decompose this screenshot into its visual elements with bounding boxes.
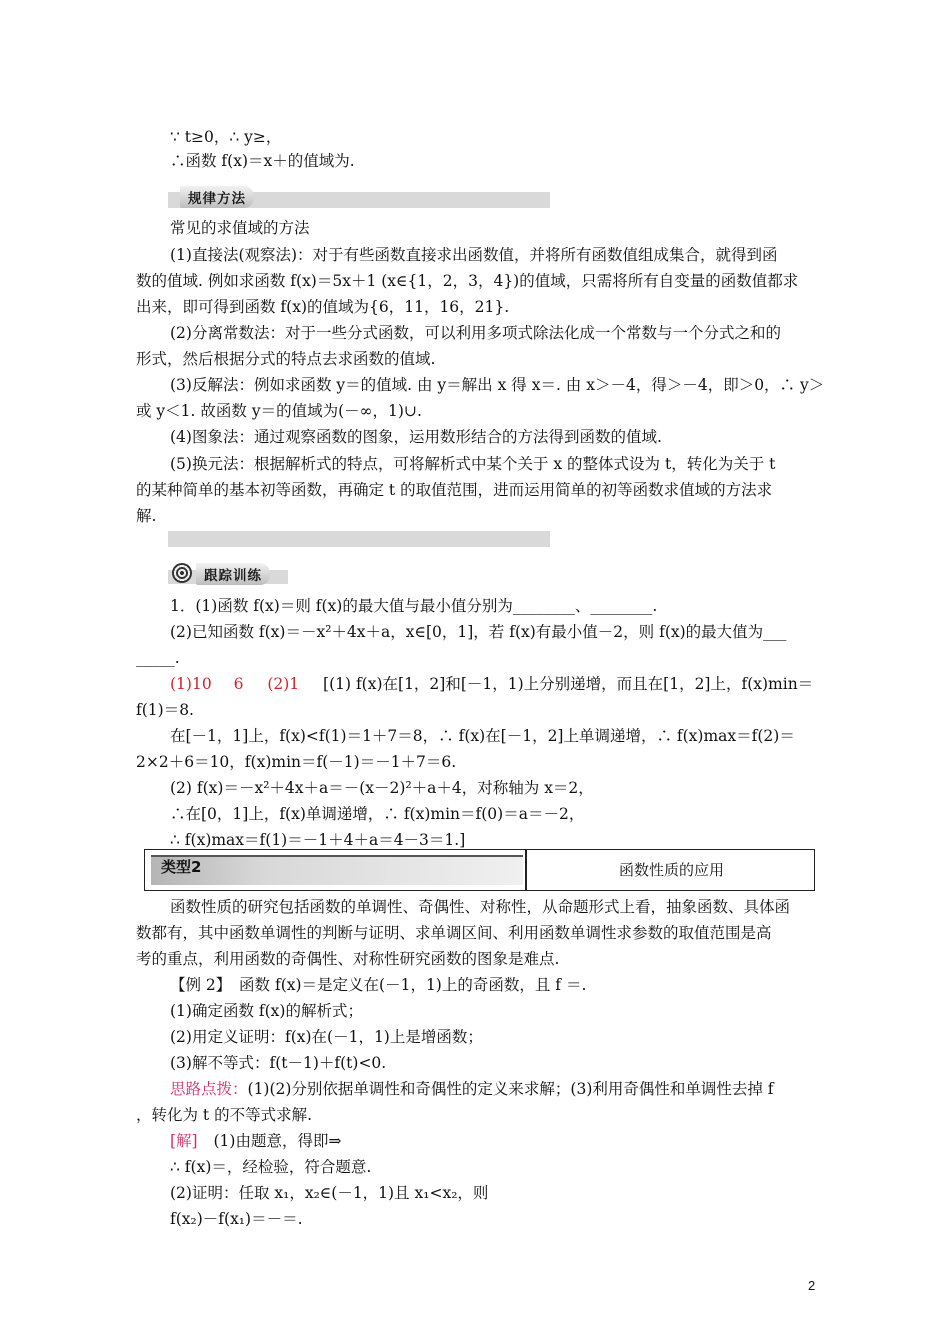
text-line: (1)确定函数 f(x)的解析式； xyxy=(170,1002,363,1020)
text-line: _____. xyxy=(136,649,180,667)
text-line: 数的值域. 例如求函数 f(x)＝5x＋1 (x∈{1，2，3，4})的值域，只需将所有自变量的函数值都求 xyxy=(136,272,799,290)
text-line: 解. xyxy=(136,507,157,525)
example-title: 【例 2】 函数 f(x)＝是定义在(－1，1)上的奇函数，且 f ＝. xyxy=(170,976,587,994)
solution-text: (1)由题意，得即⇒ xyxy=(213,1132,342,1150)
method-badge: 规律方法 xyxy=(180,186,254,208)
text-line: 出来，即可得到函数 f(x)的值域为{6，11，16，21}. xyxy=(136,298,510,316)
answer-value: (1)10 xyxy=(170,675,212,693)
text-line: 函数性质的研究包括函数的单调性、奇偶性、对称性，从命题形式上看，抽象函数、具体函 xyxy=(170,898,791,916)
text-line: (3)反解法：例如求函数 y＝的值域. 由 y＝解出 x 得 x＝. 由 x＞－4，得＞－4，即＞0，∴ y＞ xyxy=(170,376,825,394)
method-banner-end xyxy=(168,531,550,547)
text-line: f(1)＝8. xyxy=(136,701,194,719)
text-line: 1．(1)函数 f(x)＝则 f(x)的最大值与最小值分别为________、________. xyxy=(170,597,658,615)
text-line: (2)已知函数 f(x)＝－x²＋4x＋a，x∈[0，1]，若 f(x)有最小值－2，则 f(x)的最大值为___ xyxy=(170,623,787,641)
solution-label: [解] xyxy=(170,1132,198,1150)
text-line: 数都有，其中函数单调性的判断与证明、求单调区间、利用函数单调性求参数的取值范围是高 xyxy=(136,924,772,942)
answer-value: (2)1 xyxy=(267,675,300,693)
text-line: ∴ f(x)max＝f(1)＝－1＋4＋a＝4－3＝1.] xyxy=(170,831,466,849)
answer-line xyxy=(170,674,813,694)
text-line: 在[－1，1]上，f(x)<f(1)＝1＋7＝8，∴ f(x)在[－1，2]上单调递增，∴ f(x)max＝f(2)＝ xyxy=(170,727,795,745)
text-line: ，转化为 t 的不等式求解. xyxy=(136,1106,313,1124)
text-line: (2)证明：任取 x₁，x₂∈(－1，1)且 x₁<x₂，则 xyxy=(170,1184,489,1202)
hint-text: (1)(2)分别依据单调性和奇偶性的定义来求解；(3)利用奇偶性和单调性去掉 f xyxy=(247,1080,774,1098)
text-line: (2) f(x)＝－x²＋4x＋a＝－(x－2)²＋a＋4，对称轴为 x＝2， xyxy=(170,779,594,797)
text-line: (2)用定义证明：f(x)在(－1，1)上是增函数； xyxy=(170,1028,483,1046)
answer-value: 6 xyxy=(233,675,244,693)
hint-label: 思路点拨： xyxy=(170,1080,248,1098)
text-line: (4)图象法：通过观察函数的图象，运用数形结合的方法得到函数的值域. xyxy=(170,428,662,446)
text-line: (2)分离常数法：对于一些分式函数，可以利用多项式除法化成一个常数与一个分式之和的 xyxy=(170,324,781,342)
type-header-box xyxy=(144,849,815,891)
text-line: 考的重点，利用函数的奇偶性、对称性研究函数的图象是难点. xyxy=(136,950,560,968)
text-line: ∴ f(x)＝，经检验，符合题意. xyxy=(170,1158,372,1176)
page-number: 2 xyxy=(808,1278,816,1293)
target-icon xyxy=(172,563,192,583)
type-label: 类型2 xyxy=(161,858,202,876)
text-line: (3)解不等式：f(t－1)＋f(t)<0. xyxy=(170,1054,387,1072)
text-line: f(x₂)－f(x₁)＝－＝. xyxy=(170,1210,303,1228)
text-line: 2×2＋6＝10，f(x)min＝f(－1)＝－1＋7＝6. xyxy=(136,753,457,771)
type-label-band xyxy=(151,855,523,885)
text-line: 或 y＜1. 故函数 y＝的值域为(－∞，1)∪. xyxy=(136,402,422,420)
text-line: (5)换元法：根据解析式的特点，可将解析式中某个关于 x 的整体式设为 t，转化为关于 t xyxy=(170,455,776,473)
text-line: (1)直接法(观察法)：对于有些函数直接求出函数值，并将所有函数值组成集合，就得到函 xyxy=(170,246,778,264)
solution-text: [(1) f(x)在[1，2]和[－1，1)上分别递增，而且在[1，2]上，f(x)min＝ xyxy=(323,675,814,693)
practice-badge: 跟踪训练 xyxy=(196,563,270,585)
text-line: ∵ t≥0，∴ y≥， xyxy=(170,128,282,146)
solution-line xyxy=(170,1131,341,1151)
text-line: 常见的求值域的方法 xyxy=(170,219,310,237)
text-line: ∴在[0，1]上，f(x)单调递增，∴ f(x)min＝f(0)＝a＝－2， xyxy=(170,805,585,823)
text-line: ∴函数 f(x)＝x＋的值域为. xyxy=(170,152,355,170)
text-line: 形式，然后根据分式的特点去求函数的值域. xyxy=(136,350,436,368)
text-line: 的某种简单的基本初等函数，再确定 t 的取值范围，进而运用简单的初等函数求值域的方法求 xyxy=(136,481,773,499)
type-title: 函数性质的应用 xyxy=(618,861,724,879)
hint-line xyxy=(170,1079,774,1099)
